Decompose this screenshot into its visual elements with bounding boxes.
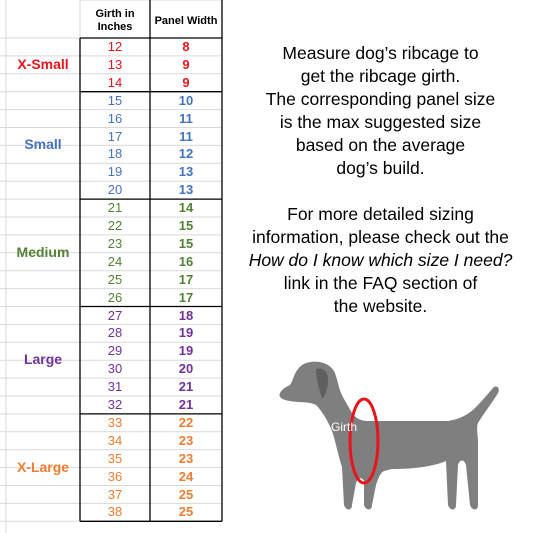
girth-cell: 20 (107, 182, 123, 198)
panel-width-cell: 21 (178, 397, 194, 412)
girth-cell: 28 (107, 325, 123, 341)
size-label-large: Large (23, 351, 63, 368)
panel-width-cell: 19 (178, 343, 194, 359)
panel-width-cell: 9 (182, 56, 190, 72)
girth-cell: 16 (107, 110, 123, 126)
instruction-line: is the max suggested size (279, 112, 482, 132)
header-girth: Girth in Inches (95, 8, 135, 33)
girth-cell: 21 (107, 200, 123, 216)
panel-width-cell: 10 (178, 92, 194, 108)
panel-width-cell: 25 (178, 504, 194, 520)
more-info-paragraph (228, 203, 533, 318)
size-label-small: Small (24, 136, 62, 153)
girth-cell: 31 (107, 379, 123, 395)
girth-cell: 14 (107, 74, 123, 90)
panel-width-cell: 18 (178, 307, 194, 323)
girth-cell: 19 (107, 164, 123, 180)
panel-width-cell: 11 (179, 110, 193, 126)
size-label-x-large: X-Large (16, 458, 70, 475)
girth-cell: 34 (107, 432, 123, 448)
panel-width-cell: 13 (178, 164, 194, 180)
panel-width-cell: 15 (178, 235, 194, 251)
girth-label: Girth (331, 420, 358, 434)
girth-cell: 22 (107, 218, 123, 233)
girth-cell: 18 (107, 146, 123, 162)
instruction-line: The corresponding panel size (265, 89, 496, 109)
panel-width-cell: 25 (178, 486, 194, 502)
instruction-line: information, please check out the (252, 227, 509, 247)
girth-cell: 26 (107, 289, 123, 305)
panel-width-cell: 21 (178, 379, 194, 395)
instruction-line: Measure dog’s ribcage to (282, 43, 479, 63)
panel-width-cell: 23 (178, 432, 194, 448)
instructions-paragraph (228, 42, 533, 180)
girth-cell: 38 (107, 504, 123, 520)
size-label-x-small: X-Small (17, 55, 69, 72)
size-label-medium: Medium (16, 243, 70, 260)
instruction-line: link in the FAQ section of (283, 273, 478, 293)
girth-cell: 37 (107, 486, 123, 502)
girth-cell: 15 (107, 92, 123, 108)
girth-cell: 13 (107, 56, 123, 72)
girth-cell: 27 (107, 307, 123, 323)
panel-width-cell: 17 (178, 289, 194, 305)
panel-width-cell: 16 (178, 253, 194, 269)
panel-width-cell: 22 (178, 414, 194, 430)
panel-width-cell: 14 (178, 200, 194, 216)
instruction-line: For more detailed sizing (287, 204, 474, 224)
girth-cell: 17 (107, 128, 123, 144)
faq-question-text: How do I know which size I need? (248, 250, 513, 270)
panel-width-cell: 15 (178, 218, 194, 233)
panel-width-cell: 9 (182, 74, 190, 90)
girth-cell: 23 (107, 235, 123, 251)
panel-width-cell: 19 (178, 325, 194, 341)
panel-width-cell: 24 (178, 468, 194, 484)
panel-width-cell: 13 (178, 182, 194, 198)
girth-cell: 30 (107, 361, 123, 377)
girth-cell: 12 (107, 39, 123, 54)
panel-width-cell: 20 (178, 361, 194, 377)
panel-width-cell: 8 (182, 39, 190, 54)
girth-cell: 25 (107, 271, 123, 287)
instruction-line: dog’s build. (336, 158, 425, 178)
dog-body (279, 362, 498, 510)
panel-width-cell: 12 (178, 146, 194, 162)
instruction-line: the website. (333, 296, 428, 316)
panel-width-cell: 23 (178, 450, 194, 466)
girth-cell: 29 (107, 343, 123, 359)
header-panel-width: Panel Width (154, 14, 218, 27)
panel-width-cell: 11 (179, 128, 193, 144)
girth-cell: 35 (107, 450, 123, 466)
instruction-line: based on the average (295, 135, 466, 155)
girth-cell: 32 (107, 397, 123, 412)
instruction-line: get the ribcage girth. (300, 66, 461, 86)
girth-cell: 36 (107, 468, 123, 484)
girth-cell: 33 (107, 414, 123, 430)
panel-width-cell: 17 (178, 271, 194, 287)
girth-cell: 24 (107, 253, 123, 269)
dog-silhouette-illustration (272, 355, 512, 525)
